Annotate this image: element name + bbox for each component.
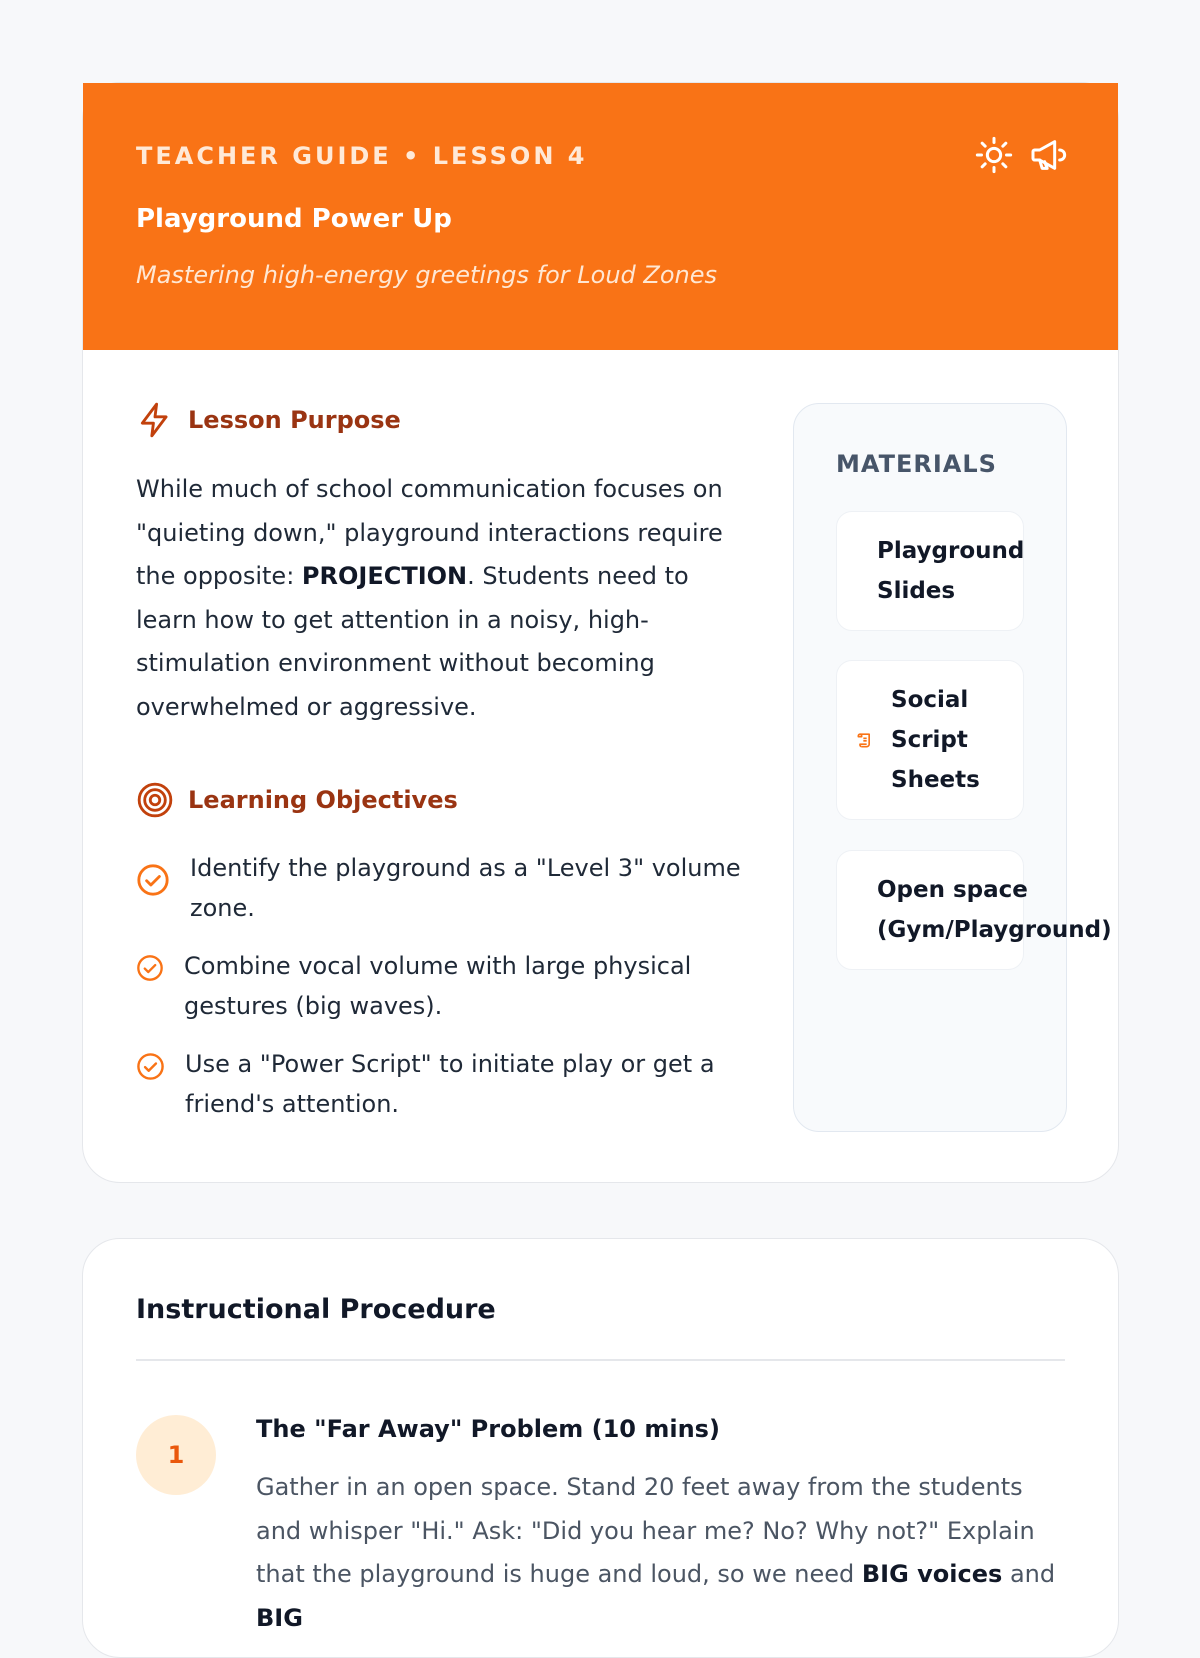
step-bold-2: BIG: [256, 1603, 303, 1632]
objective-item: [136, 1044, 746, 1124]
check-circle-icon: [136, 1052, 165, 1081]
megaphone-icon[interactable]: [1028, 135, 1068, 175]
material-item[interactable]: [836, 850, 1112, 970]
procedure-card: [82, 1238, 1119, 1658]
objective-text: Combine vocal volume with large physical gestures (big waves).: [184, 952, 692, 1020]
lesson-title: Playground Power Up: [136, 204, 452, 234]
procedure-divider: [136, 1359, 1065, 1361]
header-icons: [974, 135, 1068, 175]
material-label: Open space (Gym/Playground): [877, 877, 1112, 943]
purpose-emphasis: PROJECTION: [301, 562, 468, 590]
purpose-heading-label: Lesson Purpose: [188, 406, 401, 434]
objective-item: [136, 946, 746, 1026]
lesson-subtitle: Mastering high-energy greetings for Loud Zones: [136, 261, 718, 289]
objectives-list: [136, 848, 746, 1142]
step-body-mid: and: [1002, 1560, 1056, 1588]
sun-icon[interactable]: [974, 135, 1014, 175]
lesson-eyebrow: TEACHER GUIDE • LESSON 4: [136, 142, 588, 170]
lesson-header: [83, 83, 1118, 350]
lesson-card: [82, 82, 1119, 1183]
step-bold-1: BIG voices: [861, 1560, 1003, 1588]
procedure-title: Instructional Procedure: [136, 1294, 496, 1325]
check-circle-icon: [136, 954, 164, 982]
objectives-heading: [136, 781, 458, 819]
target-icon: [136, 781, 174, 819]
materials-title: MATERIALS: [836, 450, 997, 478]
material-label: Playground Slides: [877, 538, 1025, 604]
check-circle-icon: [136, 863, 170, 897]
scroll-icon: [855, 730, 875, 750]
objectives-heading-label: Learning Objectives: [188, 786, 458, 814]
step-title: The "Far Away" Problem (10 mins): [256, 1415, 720, 1443]
objective-item: [136, 848, 746, 928]
step-body-before: Gather in an open space. Stand 20 feet away from the students and whisper "Hi." Ask: "Did you hear me? No? Why not?" Explain that the playground is huge and loud, so we need: [256, 1473, 1035, 1588]
materials-panel: [793, 403, 1112, 1132]
purpose-text-after: . Students need to learn how to get attention in a noisy, high-stimulation environment without becoming overwhelmed or aggressive.: [136, 562, 689, 721]
purpose-heading: [136, 401, 401, 439]
material-label: Social Script Sheets: [891, 687, 980, 793]
step-number-badge: 1: [136, 1415, 216, 1495]
objective-text: Use a "Power Script" to initiate play or get a friend's attention.: [185, 1050, 715, 1118]
purpose-text-before: While much of school communication focuses on "quieting down," playground interactions require the opposite:: [136, 475, 723, 590]
lightning-icon: [136, 401, 174, 439]
purpose-text: [136, 468, 736, 729]
material-item[interactable]: [836, 660, 1024, 820]
objective-text: Identify the playground as a "Level 3" volume zone.: [190, 854, 741, 922]
material-item[interactable]: [836, 511, 1024, 631]
step-body: [256, 1466, 1066, 1640]
